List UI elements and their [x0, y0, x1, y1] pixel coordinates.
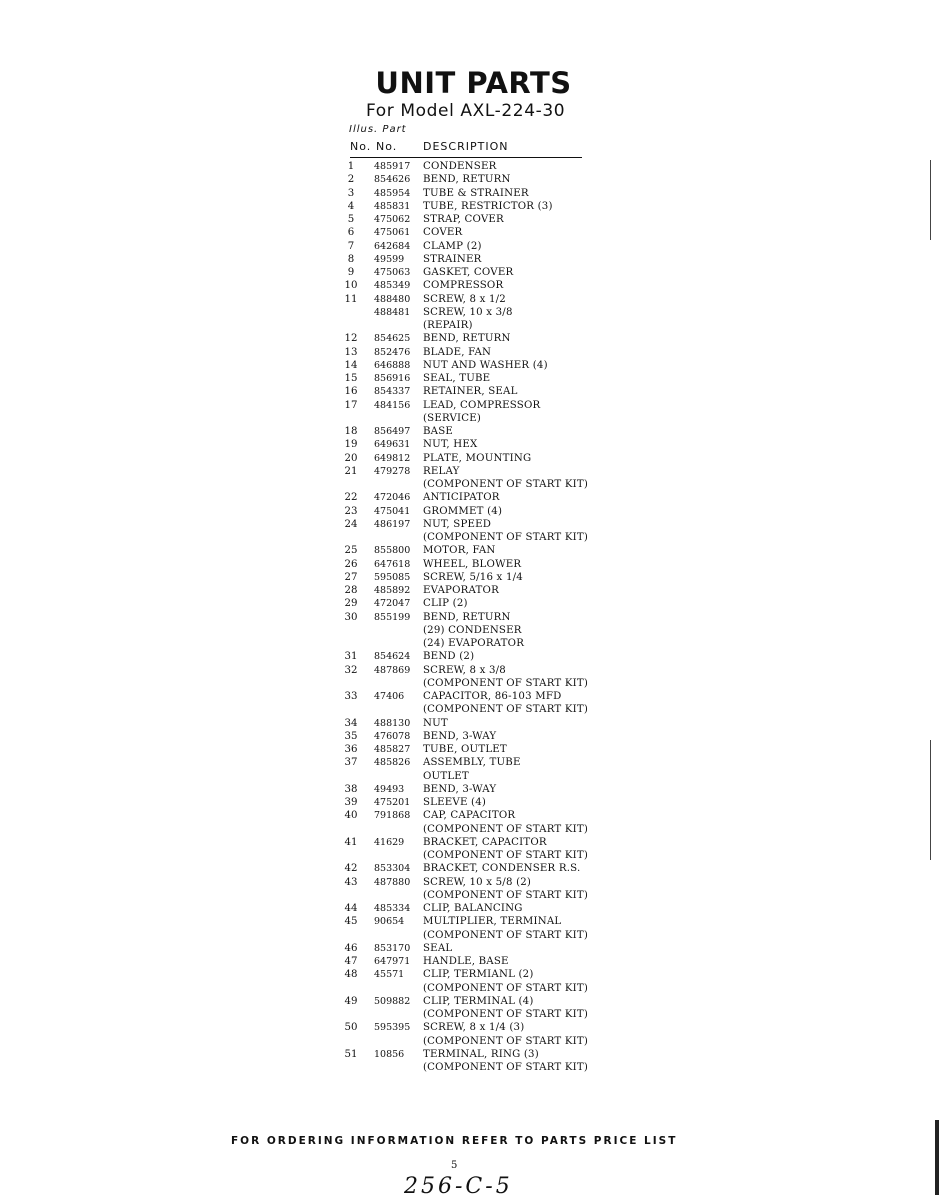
table-row: [339, 783, 599, 796]
part-description: STRAINER: [423, 253, 482, 265]
illus-number: 47: [344, 956, 358, 967]
part-number: 49599: [374, 253, 405, 265]
illus-number: 45: [344, 916, 358, 928]
table-row: [339, 968, 599, 981]
table-row: [339, 809, 599, 822]
illus-number: 33: [344, 691, 358, 702]
part-number: 47406: [374, 691, 405, 702]
table-row: [339, 306, 599, 319]
part-description: CLIP, TERMINAL (4): [423, 995, 534, 1007]
illus-number: 25: [344, 545, 358, 557]
illus-number: 14: [344, 359, 358, 371]
illus-number: 11: [344, 293, 358, 305]
illus-number: 8: [347, 253, 355, 265]
table-row: [339, 359, 599, 372]
part-number: 856916: [374, 373, 411, 384]
part-number: 487869: [374, 664, 411, 676]
illus-number: 9: [347, 267, 355, 278]
part-description: CLIP (2): [423, 598, 468, 610]
table-row: [339, 452, 599, 465]
part-description: BEND, 3-WAY: [423, 730, 497, 742]
part-number: 853304: [374, 863, 411, 875]
illus-number: 46: [344, 942, 358, 954]
table-row: [339, 465, 599, 478]
page-title: UNIT PARTS: [375, 66, 572, 100]
part-description: BRACKET, CONDENSER R.S.: [423, 863, 581, 875]
illus-number: 21: [344, 465, 358, 477]
part-description: BEND, 3-WAY: [423, 783, 497, 795]
part-number: 854337: [374, 386, 411, 398]
table-row: [339, 226, 599, 239]
table-row: [339, 915, 599, 928]
table-row: [339, 438, 599, 451]
part-description: NUT, HEX: [423, 439, 478, 451]
illus-number: 31: [344, 651, 358, 663]
illus-no-header: No.: [350, 140, 372, 153]
illus-number: 26: [344, 558, 358, 570]
table-row: [339, 319, 599, 332]
part-description: BEND, RETURN: [423, 333, 511, 345]
illus-number: 20: [344, 452, 358, 464]
part-description: (29) CONDENSER: [423, 624, 522, 636]
handwritten-note: 256-C-5: [404, 1174, 513, 1199]
part-description: BEND, RETURN: [423, 611, 511, 623]
table-row: [339, 664, 599, 677]
table-row: [339, 942, 599, 955]
part-number: 484156: [374, 399, 411, 411]
part-number: 855800: [374, 545, 411, 557]
part-description: ANTICIPATOR: [423, 492, 500, 504]
table-row: [339, 677, 599, 690]
table-row: [339, 929, 599, 942]
part-description: SCREW, 8 x 3/8: [423, 664, 506, 676]
part-number: 649631: [374, 439, 411, 451]
table-row: [339, 982, 599, 995]
table-row: [339, 200, 599, 213]
part-description: COVER: [423, 227, 463, 239]
table-row: [339, 717, 599, 730]
part-number: 475062: [374, 214, 411, 225]
part-description: TUBE, OUTLET: [423, 744, 507, 755]
illus-number: 37: [344, 757, 358, 769]
table-row: [339, 955, 599, 968]
part-description: (COMPONENT OF START KIT): [423, 479, 589, 490]
illus-number: 17: [344, 399, 358, 411]
illus-number: 32: [344, 664, 358, 676]
table-row: [339, 266, 599, 279]
illus-number: 12: [344, 333, 358, 345]
table-row: [339, 332, 599, 345]
table-row: [339, 213, 599, 226]
illus-number: 49: [344, 995, 358, 1007]
table-row: [339, 544, 599, 557]
part-description: SCREW, 5/16 x 1/4: [423, 571, 523, 583]
part-description: BLADE, FAN: [423, 346, 492, 358]
part-description: PLATE, MOUNTING: [423, 452, 532, 464]
part-number: 475063: [374, 267, 411, 278]
ordering-footer: FOR ORDERING INFORMATION REFER TO PARTS PRICE LIST: [231, 1135, 678, 1147]
illus-number: 42: [344, 863, 358, 875]
page-number: 5: [451, 1160, 458, 1171]
part-number: 647618: [374, 558, 411, 570]
part-number: 475061: [374, 227, 411, 239]
illus-number: 35: [344, 730, 358, 742]
table-row: [339, 491, 599, 504]
table-row: [339, 279, 599, 292]
part-number: 475201: [374, 797, 411, 808]
part-number: 646888: [374, 359, 411, 371]
illus-number: 18: [344, 426, 358, 437]
part-number: 90654: [374, 916, 405, 928]
table-row: [339, 703, 599, 716]
table-row: [339, 478, 599, 491]
part-description: SCREW, 10 x 3/8: [423, 306, 513, 318]
part-number: 49493: [374, 783, 405, 795]
part-number: 856497: [374, 426, 411, 437]
part-number: 472046: [374, 492, 411, 504]
part-description: MULTIPLIER, TERMINAL: [423, 916, 562, 928]
parts-list: [339, 160, 599, 1074]
part-number: 595395: [374, 1022, 411, 1034]
part-description: NUT: [423, 717, 448, 729]
part-description: TUBE, RESTRICTOR (3): [423, 200, 553, 212]
table-row: [339, 650, 599, 663]
part-number: 479278: [374, 465, 411, 477]
illus-number: 41: [344, 836, 358, 848]
illus-number: 44: [344, 903, 358, 914]
illus-number: 7: [347, 240, 355, 252]
illus-number: 40: [344, 810, 358, 822]
table-row: [339, 770, 599, 783]
part-description: (COMPONENT OF START KIT): [423, 704, 589, 716]
part-description: (COMPONENT OF START KIT): [423, 532, 589, 543]
part-description: WHEEL, BLOWER: [423, 558, 522, 570]
table-row: [339, 690, 599, 703]
table-row: [339, 743, 599, 756]
illus-number: 5: [347, 214, 355, 225]
illus-number: 29: [344, 598, 358, 610]
illus-number: 16: [344, 386, 358, 398]
part-number: 45571: [374, 969, 405, 981]
part-number: 486197: [374, 518, 411, 530]
table-row: [339, 862, 599, 875]
part-description: (COMPONENT OF START KIT): [423, 850, 589, 861]
illus-number: 36: [344, 744, 358, 755]
part-description: (SERVICE): [423, 412, 482, 424]
part-description: STRAP, COVER: [423, 214, 504, 225]
part-description: HANDLE, BASE: [423, 956, 509, 967]
part-number: 472047: [374, 598, 411, 610]
part-number: 855199: [374, 611, 411, 623]
table-row: [339, 346, 599, 359]
part-number: 10856: [374, 1048, 405, 1060]
illus-number: 43: [344, 876, 358, 888]
part-number: 852476: [374, 346, 411, 358]
part-number: 854625: [374, 333, 411, 345]
table-row: [339, 637, 599, 650]
part-number: 475041: [374, 505, 411, 517]
scan-edge-mark: [930, 740, 931, 860]
illus-number: 28: [344, 585, 358, 596]
part-description: SLEEVE (4): [423, 797, 487, 808]
illus-number: 34: [344, 717, 358, 729]
part-description: SEAL: [423, 942, 453, 954]
table-row: [339, 823, 599, 836]
part-number: 485917: [374, 161, 411, 172]
part-description: CONDENSER: [423, 161, 497, 172]
part-description: RELAY: [423, 465, 460, 477]
table-row: [339, 399, 599, 412]
part-description: TERMINAL, RING (3): [423, 1048, 539, 1060]
table-row: [339, 1021, 599, 1034]
part-number: 485349: [374, 280, 411, 292]
table-row: [339, 173, 599, 186]
table-row: [339, 1035, 599, 1048]
part-number: 485831: [374, 200, 411, 212]
scan-edge-mark: [930, 160, 931, 240]
illus-number: 24: [344, 518, 358, 530]
table-row: [339, 1061, 599, 1074]
illus-part-header: Illus. Part: [349, 124, 407, 135]
part-description: SCREW, 8 x 1/4 (3): [423, 1022, 525, 1034]
table-row: [339, 558, 599, 571]
part-description: MOTOR, FAN: [423, 545, 496, 557]
table-row: [339, 836, 599, 849]
scan-edge-bar: [935, 1120, 939, 1195]
part-number: 509882: [374, 995, 411, 1007]
part-description: (COMPONENT OF START KIT): [423, 1062, 589, 1073]
illus-number: 27: [344, 571, 358, 583]
part-number: 647971: [374, 956, 411, 967]
part-description: (COMPONENT OF START KIT): [423, 1035, 589, 1047]
part-number: 649812: [374, 452, 411, 464]
illus-number: 2: [347, 174, 355, 186]
part-number: 854626: [374, 174, 411, 186]
part-number: 488480: [374, 293, 411, 305]
part-description: (COMPONENT OF START KIT): [423, 929, 589, 941]
part-description: SCREW, 10 x 5/8 (2): [423, 876, 532, 888]
part-description: SEAL, TUBE: [423, 373, 491, 384]
table-row: [339, 597, 599, 610]
table-row: [339, 611, 599, 624]
part-description: ASSEMBLY, TUBE: [423, 757, 521, 769]
part-description: COMPRESSOR: [423, 280, 504, 292]
illus-number: 13: [344, 346, 358, 358]
part-number: 487880: [374, 876, 411, 888]
table-row: [339, 187, 599, 200]
illus-number: 1: [347, 161, 355, 172]
table-row: [339, 425, 599, 438]
part-number: 595085: [374, 571, 411, 583]
table-row: [339, 531, 599, 544]
illus-number: 19: [344, 439, 358, 451]
part-no-header: No.: [376, 140, 398, 153]
table-row: [339, 995, 599, 1008]
description-header: DESCRIPTION: [423, 140, 509, 153]
table-row: [339, 902, 599, 915]
table-row: [339, 730, 599, 743]
table-row: [339, 1048, 599, 1061]
table-row: [339, 849, 599, 862]
illus-number: 3: [347, 187, 355, 199]
part-description: (COMPONENT OF START KIT): [423, 982, 589, 994]
part-description: GASKET, COVER: [423, 267, 514, 278]
table-row: [339, 518, 599, 531]
column-header-row: [350, 140, 582, 158]
table-row: [339, 385, 599, 398]
illus-number: 15: [344, 373, 358, 384]
part-number: 485334: [374, 903, 411, 914]
table-row: [339, 293, 599, 306]
table-row: [339, 756, 599, 769]
table-row: [339, 240, 599, 253]
part-description: BEND (2): [423, 651, 475, 663]
part-number: 485954: [374, 187, 411, 199]
part-description: (COMPONENT OF START KIT): [423, 1009, 589, 1020]
illus-number: 4: [347, 200, 355, 212]
part-number: 853170: [374, 942, 411, 954]
part-number: 642684: [374, 240, 411, 252]
part-number: 488481: [374, 306, 411, 318]
part-number: 485826: [374, 757, 411, 769]
illus-number: 50: [344, 1022, 358, 1034]
table-row: [339, 1008, 599, 1021]
part-description: (COMPONENT OF START KIT): [423, 889, 589, 901]
table-row: [339, 571, 599, 584]
part-number: 485827: [374, 744, 411, 755]
illus-number: 51: [344, 1048, 358, 1060]
part-description: CLIP, TERMIANL (2): [423, 969, 534, 981]
table-row: [339, 584, 599, 597]
part-description: SCREW, 8 x 1/2: [423, 293, 506, 305]
table-row: [339, 372, 599, 385]
table-row: [339, 160, 599, 173]
part-description: (COMPONENT OF START KIT): [423, 823, 589, 835]
part-description: TUBE & STRAINER: [423, 187, 529, 199]
illus-number: 23: [344, 505, 358, 517]
model-subtitle: For Model AXL-224-30: [366, 101, 566, 121]
table-row: [339, 796, 599, 809]
part-description: BRACKET, CAPACITOR: [423, 836, 547, 848]
table-row: [339, 253, 599, 266]
part-number: 476078: [374, 730, 411, 742]
part-description: BEND, RETURN: [423, 174, 511, 186]
illus-number: 6: [347, 227, 355, 239]
part-description: LEAD, COMPRESSOR: [423, 399, 541, 411]
illus-number: 48: [344, 969, 358, 981]
part-description: NUT, SPEED: [423, 518, 492, 530]
part-number: 488130: [374, 717, 411, 729]
table-row: [339, 876, 599, 889]
table-row: [339, 889, 599, 902]
part-description: CAPACITOR, 86-103 MFD: [423, 691, 562, 702]
part-description: OUTLET: [423, 770, 469, 782]
part-description: GROMMET (4): [423, 505, 503, 517]
illus-number: 10: [344, 280, 358, 292]
part-description: (REPAIR): [423, 320, 473, 331]
illus-number: 38: [344, 783, 358, 795]
part-description: CLIP, BALANCING: [423, 903, 523, 914]
table-row: [339, 412, 599, 425]
part-description: BASE: [423, 426, 454, 437]
illus-number: 22: [344, 492, 358, 504]
part-description: RETAINER, SEAL: [423, 386, 518, 398]
part-description: (24) EVAPORATOR: [423, 638, 525, 649]
part-number: 854624: [374, 651, 411, 663]
table-row: [339, 505, 599, 518]
illus-number: 30: [344, 611, 358, 623]
part-number: 41629: [374, 836, 405, 848]
part-description: EVAPORATOR: [423, 585, 499, 596]
part-description: NUT AND WASHER (4): [423, 359, 548, 371]
part-description: CAP, CAPACITOR: [423, 810, 516, 822]
part-description: (COMPONENT OF START KIT): [423, 677, 589, 689]
illus-number: 39: [344, 797, 358, 808]
part-number: 791868: [374, 810, 411, 822]
part-number: 485892: [374, 585, 411, 596]
table-row: [339, 624, 599, 637]
part-description: CLAMP (2): [423, 240, 482, 252]
